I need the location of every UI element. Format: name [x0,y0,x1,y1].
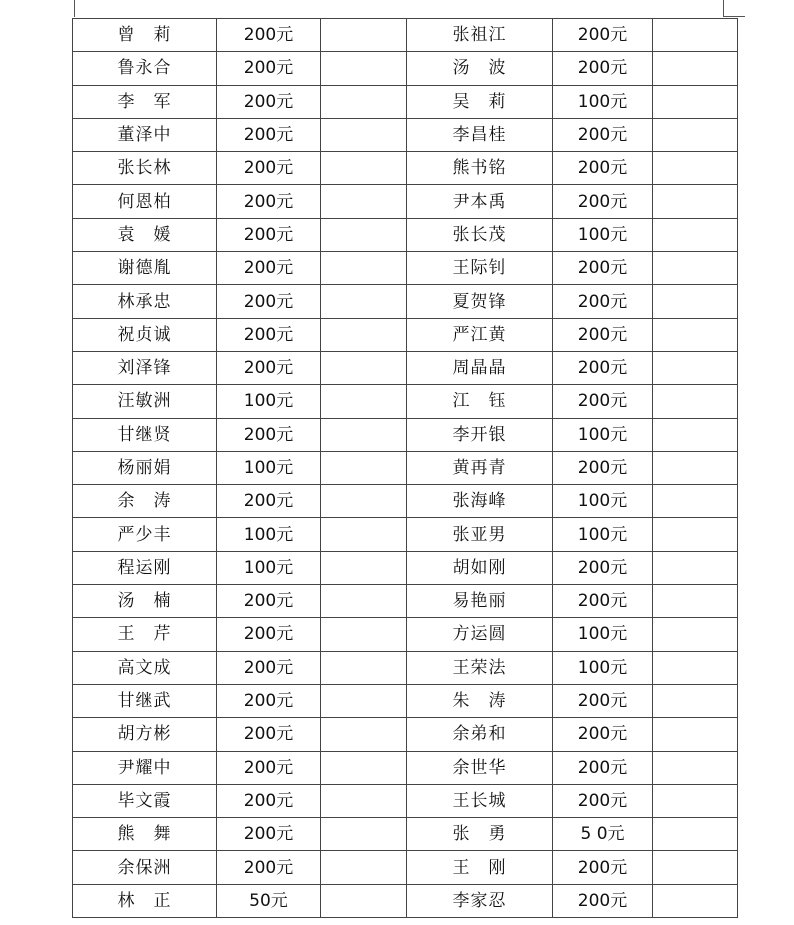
blank-cell-right [653,152,738,185]
blank-cell-right [653,252,738,285]
donation-amount-left: 200元 [217,684,321,717]
donation-amount-right: 100元 [553,518,653,551]
blank-cell-right [653,418,738,451]
donor-name-left: 林承忠 [73,285,217,318]
blank-cell-left [321,152,407,185]
donation-amount-left: 200元 [217,218,321,251]
blank-cell-right [653,52,738,85]
blank-cell-left [321,252,407,285]
donor-name-left: 刘泽锋 [73,351,217,384]
donation-amount-left: 200元 [217,585,321,618]
donor-name-right: 王长城 [407,784,553,817]
donor-name-left: 林 正 [73,884,217,917]
donation-amount-left: 200元 [217,152,321,185]
donation-amount-right: 100元 [553,651,653,684]
table-row [73,751,738,784]
table-row [73,784,738,817]
donor-name-left: 曾 莉 [73,19,217,52]
donor-name-left: 何恩柏 [73,185,217,218]
donor-name-right: 张 勇 [407,818,553,851]
blank-cell-right [653,818,738,851]
donor-name-left: 汤 楠 [73,585,217,618]
donor-name-left: 王 芹 [73,618,217,651]
table-row [73,318,738,351]
donor-name-left: 鲁永合 [73,52,217,85]
table-row [73,252,738,285]
donor-name-right: 余世华 [407,751,553,784]
blank-cell-right [653,751,738,784]
page-corner-mark-right [723,0,724,17]
table-row [73,385,738,418]
blank-cell-right [653,718,738,751]
donation-amount-left: 200元 [217,351,321,384]
blank-cell-right [653,518,738,551]
table-row [73,551,738,584]
donation-amount-left: 50元 [217,884,321,917]
table-row [73,485,738,518]
donation-amount-right: 200元 [553,884,653,917]
donor-name-left: 严少丰 [73,518,217,551]
blank-cell-left [321,218,407,251]
donation-table [72,18,738,918]
donor-name-right: 汤 波 [407,52,553,85]
donor-name-left: 熊 舞 [73,818,217,851]
donation-amount-left: 200元 [217,818,321,851]
blank-cell-left [321,551,407,584]
blank-cell-left [321,784,407,817]
blank-cell-right [653,651,738,684]
blank-cell-right [653,185,738,218]
donation-amount-left: 200元 [217,618,321,651]
donor-name-left: 胡方彬 [73,718,217,751]
blank-cell-right [653,218,738,251]
donation-amount-right: 200元 [553,19,653,52]
donor-name-left: 祝贞诚 [73,318,217,351]
table-row [73,818,738,851]
blank-cell-left [321,718,407,751]
donor-name-right: 李开银 [407,418,553,451]
blank-cell-right [653,618,738,651]
blank-cell-left [321,285,407,318]
donation-amount-right: 200元 [553,152,653,185]
donor-name-right: 易艳丽 [407,585,553,618]
donor-name-left: 高文成 [73,651,217,684]
donation-amount-left: 200元 [217,751,321,784]
donation-amount-left: 200元 [217,485,321,518]
table-row [73,351,738,384]
blank-cell-right [653,451,738,484]
donor-name-left: 董泽中 [73,118,217,151]
donation-amount-right: 200元 [553,52,653,85]
blank-cell-left [321,85,407,118]
donor-name-right: 严江黄 [407,318,553,351]
donor-name-right: 王际钊 [407,252,553,285]
blank-cell-right [653,85,738,118]
table-row [73,684,738,717]
blank-cell-right [653,351,738,384]
blank-cell-right [653,784,738,817]
table-row [73,851,738,884]
donor-name-left: 李 军 [73,85,217,118]
donation-amount-right: 200元 [553,118,653,151]
page-corner-mark-left [74,0,75,17]
donor-name-left: 程运刚 [73,551,217,584]
donor-name-left: 汪敏洲 [73,385,217,418]
donation-amount-right: 100元 [553,85,653,118]
donation-amount-left: 200元 [217,185,321,218]
donor-name-right: 王 刚 [407,851,553,884]
table-row [73,152,738,185]
donation-amount-left: 200元 [217,85,321,118]
donation-amount-left: 200元 [217,19,321,52]
donation-amount-right: 200元 [553,451,653,484]
donor-name-left: 甘继贤 [73,418,217,451]
blank-cell-right [653,118,738,151]
blank-cell-left [321,684,407,717]
blank-cell-right [653,485,738,518]
table-row [73,651,738,684]
donation-amount-left: 200元 [217,252,321,285]
donation-amount-left: 200元 [217,784,321,817]
table-row [73,218,738,251]
table-row [73,718,738,751]
blank-cell-left [321,818,407,851]
blank-cell-right [653,385,738,418]
donation-table-body [73,19,738,918]
donation-amount-left: 100元 [217,551,321,584]
blank-cell-right [653,318,738,351]
page-corner-mark-right-horizontal [723,16,745,17]
donation-amount-right: 200元 [553,718,653,751]
donor-name-left: 余 涛 [73,485,217,518]
donation-amount-right: 100元 [553,218,653,251]
blank-cell-left [321,451,407,484]
donation-amount-left: 200元 [217,651,321,684]
donor-name-left: 甘继武 [73,684,217,717]
donation-amount-right: 200元 [553,385,653,418]
table-row [73,85,738,118]
donation-amount-left: 200元 [217,118,321,151]
blank-cell-left [321,751,407,784]
table-row [73,418,738,451]
table-row [73,118,738,151]
donor-name-right: 张海峰 [407,485,553,518]
donor-name-right: 张祖江 [407,19,553,52]
donor-name-left: 张长林 [73,152,217,185]
blank-cell-left [321,585,407,618]
donation-amount-right: 200元 [553,851,653,884]
donation-amount-left: 100元 [217,518,321,551]
donor-name-right: 尹本禹 [407,185,553,218]
blank-cell-left [321,418,407,451]
blank-cell-left [321,351,407,384]
donor-name-right: 张长茂 [407,218,553,251]
table-row [73,618,738,651]
table-row [73,518,738,551]
blank-cell-left [321,884,407,917]
table-row [73,884,738,917]
donor-name-left: 袁 媛 [73,218,217,251]
blank-cell-left [321,385,407,418]
blank-cell-right [653,19,738,52]
blank-cell-left [321,851,407,884]
table-row [73,585,738,618]
table-row [73,185,738,218]
blank-cell-right [653,285,738,318]
donation-amount-left: 200元 [217,52,321,85]
donation-amount-right: 200元 [553,684,653,717]
donor-name-right: 王荣法 [407,651,553,684]
donor-name-right: 吴 莉 [407,85,553,118]
table-row [73,52,738,85]
donation-amount-right: 200元 [553,551,653,584]
donor-name-left: 杨丽娟 [73,451,217,484]
blank-cell-left [321,485,407,518]
table-row [73,285,738,318]
donation-amount-right: 200元 [553,751,653,784]
blank-cell-left [321,651,407,684]
donation-amount-right: 200元 [553,784,653,817]
table-row [73,19,738,52]
donation-amount-left: 200元 [217,718,321,751]
donation-amount-right: 5 0元 [553,818,653,851]
donor-name-left: 尹耀中 [73,751,217,784]
donor-name-left: 谢德胤 [73,252,217,285]
donation-amount-right: 200元 [553,285,653,318]
blank-cell-right [653,551,738,584]
donor-name-right: 胡如刚 [407,551,553,584]
blank-cell-left [321,19,407,52]
donation-amount-right: 100元 [553,618,653,651]
donor-name-left: 余保洲 [73,851,217,884]
donation-amount-right: 200元 [553,252,653,285]
blank-cell-left [321,318,407,351]
donor-name-right: 李家忍 [407,884,553,917]
donation-amount-right: 200元 [553,585,653,618]
donation-amount-left: 200元 [217,418,321,451]
blank-cell-right [653,884,738,917]
donation-amount-left: 100元 [217,451,321,484]
donation-amount-right: 100元 [553,418,653,451]
donation-amount-right: 200元 [553,185,653,218]
blank-cell-right [653,684,738,717]
donor-name-right: 朱 涛 [407,684,553,717]
donor-name-right: 李昌桂 [407,118,553,151]
blank-cell-left [321,618,407,651]
donation-amount-right: 200元 [553,318,653,351]
donor-name-right: 周晶晶 [407,351,553,384]
donation-amount-left: 200元 [217,285,321,318]
donor-name-right: 黄再青 [407,451,553,484]
blank-cell-right [653,585,738,618]
blank-cell-right [653,851,738,884]
blank-cell-left [321,185,407,218]
blank-cell-left [321,518,407,551]
donation-amount-left: 200元 [217,851,321,884]
donor-name-right: 余弟和 [407,718,553,751]
donation-amount-left: 100元 [217,385,321,418]
blank-cell-left [321,118,407,151]
donation-amount-left: 200元 [217,318,321,351]
table-row [73,451,738,484]
blank-cell-left [321,52,407,85]
donation-amount-right: 200元 [553,351,653,384]
donor-name-right: 熊书铭 [407,152,553,185]
donation-amount-right: 100元 [553,485,653,518]
donor-name-right: 江 钰 [407,385,553,418]
donor-name-right: 方运圆 [407,618,553,651]
donor-name-right: 夏贺锋 [407,285,553,318]
donor-name-right: 张亚男 [407,518,553,551]
donor-name-left: 毕文霞 [73,784,217,817]
